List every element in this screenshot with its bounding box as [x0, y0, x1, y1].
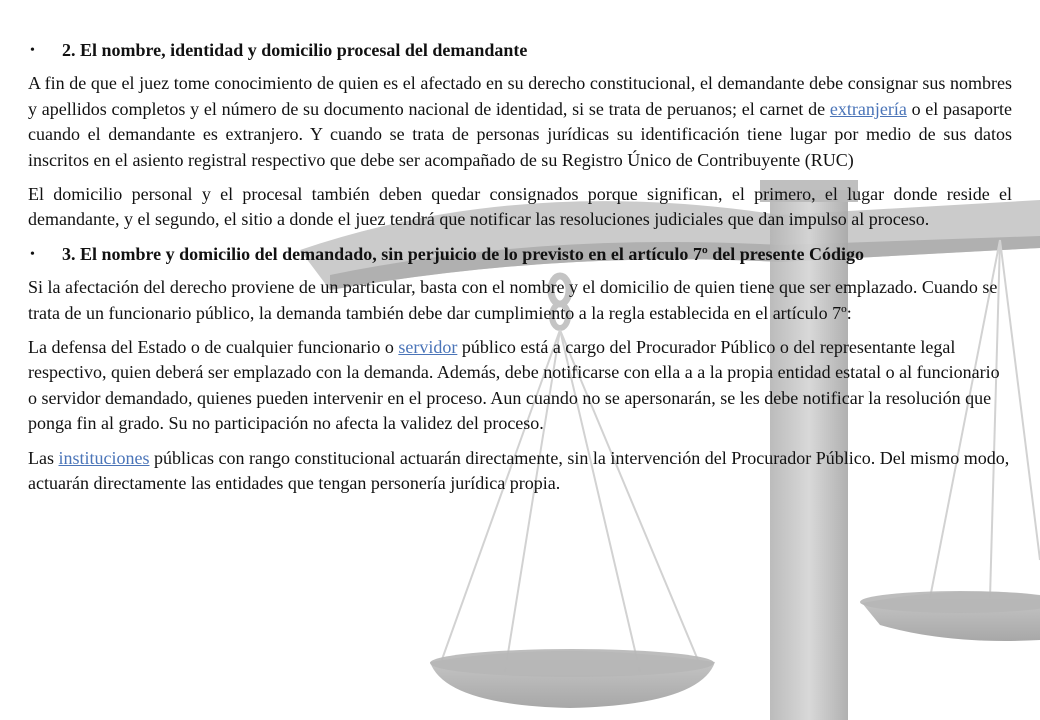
bullet-dot: •	[30, 246, 35, 262]
section-3-paragraph-2	[28, 335, 1012, 437]
section-2-heading	[28, 38, 1012, 63]
section-2-paragraph-1-text-b: o el pasaporte cuando el demandante es extranjero. Y cuando se trata de personas jurídicas su identificación tiene lugar por medio de sus datos inscritos en el asiento registral respectivo que debe ser acompañado de su Registro Único de Contribuyente (RUC)	[28, 98, 1012, 170]
instituciones-link[interactable]: instituciones	[58, 447, 150, 468]
section-3-paragraph-1: Si la afectación del derecho proviene de un particular, basta con el nombre y el domicilio de quien tiene que ser emplazado. Cuando se trata de un funcionario público, la demanda también debe dar cumplimiento a la regla establecida en el artículo 7º:	[28, 277, 998, 323]
servidor-link[interactable]: servidor	[398, 337, 458, 358]
document-body	[28, 38, 1012, 506]
section-2-heading-text: 2. El nombre, identidad y domicilio procesal del demandante	[62, 40, 528, 60]
section-3-paragraph-3-text-a: Las	[28, 447, 59, 468]
section-3-heading	[28, 242, 1012, 267]
section-3-paragraph-2-text-a: La defensa del Estado o de cualquier funcionario o	[28, 337, 399, 358]
section-2-paragraph-1	[28, 71, 1012, 173]
section-3-paragraph-3	[28, 446, 1012, 497]
section-3-paragraph-3-text-b: públicas con rango constitucional actuarán directamente, sin la intervención del Procurador Público. Del mismo modo, actuarán directamente las entidades que tengan personería jurídica propia.	[28, 447, 1010, 494]
section-3-heading-text: 3. El nombre y domicilio del demandado, sin perjuicio de lo previsto en el artículo 7º del presente Código	[62, 243, 864, 264]
section-2-paragraph-2: El domicilio personal y el procesal también deben quedar consignados porque significan, el primero, el lugar donde reside el demandante, y el segundo, el sitio a donde el juez tendrá que notificar las resoluciones judiciales que dan impulso al proceso.	[28, 184, 1012, 230]
bullet-dot: •	[30, 43, 35, 58]
section-2-paragraph-1-text-a: A fin de que el juez tome conocimiento de quien es el afectado en su derecho constitucional, el demandante debe consignar sus nombres y apellidos completos y el número de su documento nacional de identidad, si se trata de peruanos; el carnet de	[28, 73, 1012, 119]
section-3-paragraph-2-text-b: público está a cargo del Procurador Público o del representante legal respectivo, quien deberá ser emplazado con la demanda. Además, debe notificarse con ella a a la propia entidad estatal o al funcionario o servidor demandado, quienes pueden intervenir en el proceso. Aun cuando no se apersonarán, se les debe notificar la resolución que ponga fin al grado. Su no participación no afecta la validez del proceso.	[28, 337, 1000, 434]
extranjeria-link[interactable]: extranjería	[829, 98, 907, 119]
